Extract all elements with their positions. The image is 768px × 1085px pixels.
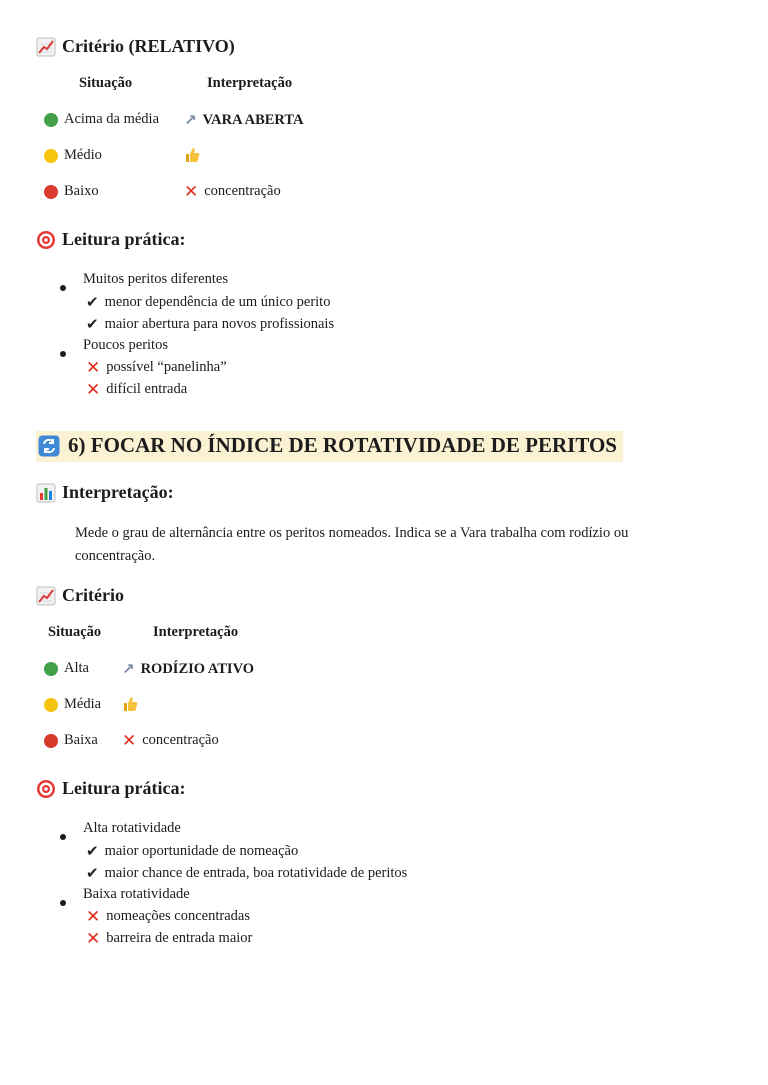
list-subitem (86, 908, 250, 925)
subitem-text: maior chance de entrada, boa rotatividade de peritos (104, 864, 408, 881)
section-6-heading (36, 431, 623, 462)
interpretacao-cell-thumbs (184, 147, 200, 163)
chart-increasing-icon (36, 586, 56, 606)
green-circle-icon (44, 662, 58, 676)
subitem-text: barreira de entrada maior (106, 930, 253, 946)
subitem-text: possível “panelinha” (106, 359, 227, 375)
cross-mark-icon: ✕ (86, 357, 101, 378)
subitem-text: nomeações concentradas (106, 908, 250, 924)
cross-mark-icon: ✕ (86, 906, 101, 927)
cross-mark-icon: ✕ (86, 379, 101, 400)
green-circle-icon (44, 113, 58, 127)
table-row-medio (44, 147, 102, 164)
check-mark-icon: ✔ (86, 842, 99, 860)
criterio-relativo-heading (36, 36, 235, 57)
table-row-baixo (44, 183, 99, 200)
interpretacao-cell-rodizio (122, 660, 254, 678)
check-mark-icon: ✔ (86, 293, 99, 311)
bullet (60, 827, 66, 845)
chart-increasing-icon (36, 37, 56, 57)
subitem-text: menor dependência de um único perito (104, 293, 331, 310)
rocket-icon: ↗ (184, 111, 197, 129)
heading-text: Leitura prática: (62, 778, 186, 798)
interpretacao-paragraph (75, 522, 675, 568)
bullet (60, 278, 66, 296)
situacao-cell: Médio (64, 147, 102, 163)
list-subitem (86, 842, 298, 860)
interpretacao-text: VARA ABERTA (202, 111, 304, 128)
heading-text: Critério (RELATIVO) (62, 36, 235, 56)
heading-text: Critério (62, 585, 124, 605)
interpretacao-cell-concentracao (122, 732, 219, 749)
interpretacao-cell-vara-aberta (184, 111, 303, 129)
col-interpretacao-header: Interpretação (153, 624, 239, 640)
interpretacao-cell-thumbs (122, 696, 138, 712)
check-mark-icon: ✔ (86, 864, 99, 882)
red-circle-icon (44, 734, 58, 748)
situacao-cell: Média (64, 696, 102, 712)
list-item: Muitos peritos diferentes (83, 271, 228, 287)
direct-hit-icon (36, 230, 56, 250)
interpretacao-text: RODÍZIO ATIVO (140, 660, 255, 677)
rocket-icon: ↗ (122, 660, 135, 678)
bar-chart-icon (36, 483, 56, 503)
repeat-arrows-icon (38, 435, 60, 457)
situacao-cell: Baixa (64, 732, 98, 748)
list-subitem (86, 864, 407, 882)
table-row-acima (44, 111, 159, 128)
col-interpretacao-header: Interpretação (207, 75, 293, 91)
paragraph-line: Mede o grau de alternância entre os peritos nomeados. Indica se a Vara trabalha com rodízio ou (75, 525, 629, 541)
list-item: Alta rotatividade (83, 820, 181, 836)
list-item: Poucos peritos (83, 337, 168, 353)
criterio-heading (36, 585, 124, 606)
list-subitem (86, 381, 187, 398)
heading-text: Interpretação: (62, 482, 174, 502)
interpretacao-cell-concentracao (184, 183, 281, 200)
cross-mark-icon: ✕ (184, 181, 199, 202)
subitem-text: difícil entrada (106, 381, 188, 397)
list-item: Baixa rotatividade (83, 886, 190, 902)
situacao-cell: Acima da média (64, 111, 160, 127)
interpretacao-heading (36, 482, 174, 503)
bullet (60, 893, 66, 911)
yellow-circle-icon (44, 149, 58, 163)
col-situacao-header: Situação (48, 624, 102, 640)
heading-text: 6) FOCAR NO ÍNDICE DE ROTATIVIDADE DE PERITOS (68, 433, 617, 457)
subitem-text: maior abertura para novos profissionais (104, 315, 335, 332)
situacao-cell: Alta (64, 660, 89, 676)
subitem-text: maior oportunidade de nomeação (104, 842, 299, 859)
direct-hit-icon (36, 779, 56, 799)
yellow-circle-icon (44, 698, 58, 712)
table-row-baixa (44, 732, 98, 749)
table-row-alta (44, 660, 89, 677)
thumbs-up-icon (122, 696, 138, 712)
list-subitem (86, 930, 252, 947)
list-subitem (86, 359, 227, 376)
table-row-media (44, 696, 101, 713)
heading-text: Leitura prática: (62, 229, 186, 249)
interpretacao-text: concentração (142, 732, 219, 748)
paragraph-line: concentração. (75, 548, 156, 564)
situacao-cell: Baixo (64, 183, 99, 199)
bullet (60, 344, 66, 362)
cross-mark-icon: ✕ (122, 730, 137, 751)
red-circle-icon (44, 185, 58, 199)
leitura-pratica-heading-1 (36, 229, 185, 250)
list-subitem (86, 315, 334, 333)
thumbs-up-icon (184, 147, 200, 163)
leitura-pratica-heading-2 (36, 778, 185, 799)
interpretacao-text: concentração (204, 183, 281, 199)
list-subitem (86, 293, 330, 311)
cross-mark-icon: ✕ (86, 928, 101, 949)
check-mark-icon: ✔ (86, 315, 99, 333)
col-situacao-header: Situação (79, 75, 133, 91)
